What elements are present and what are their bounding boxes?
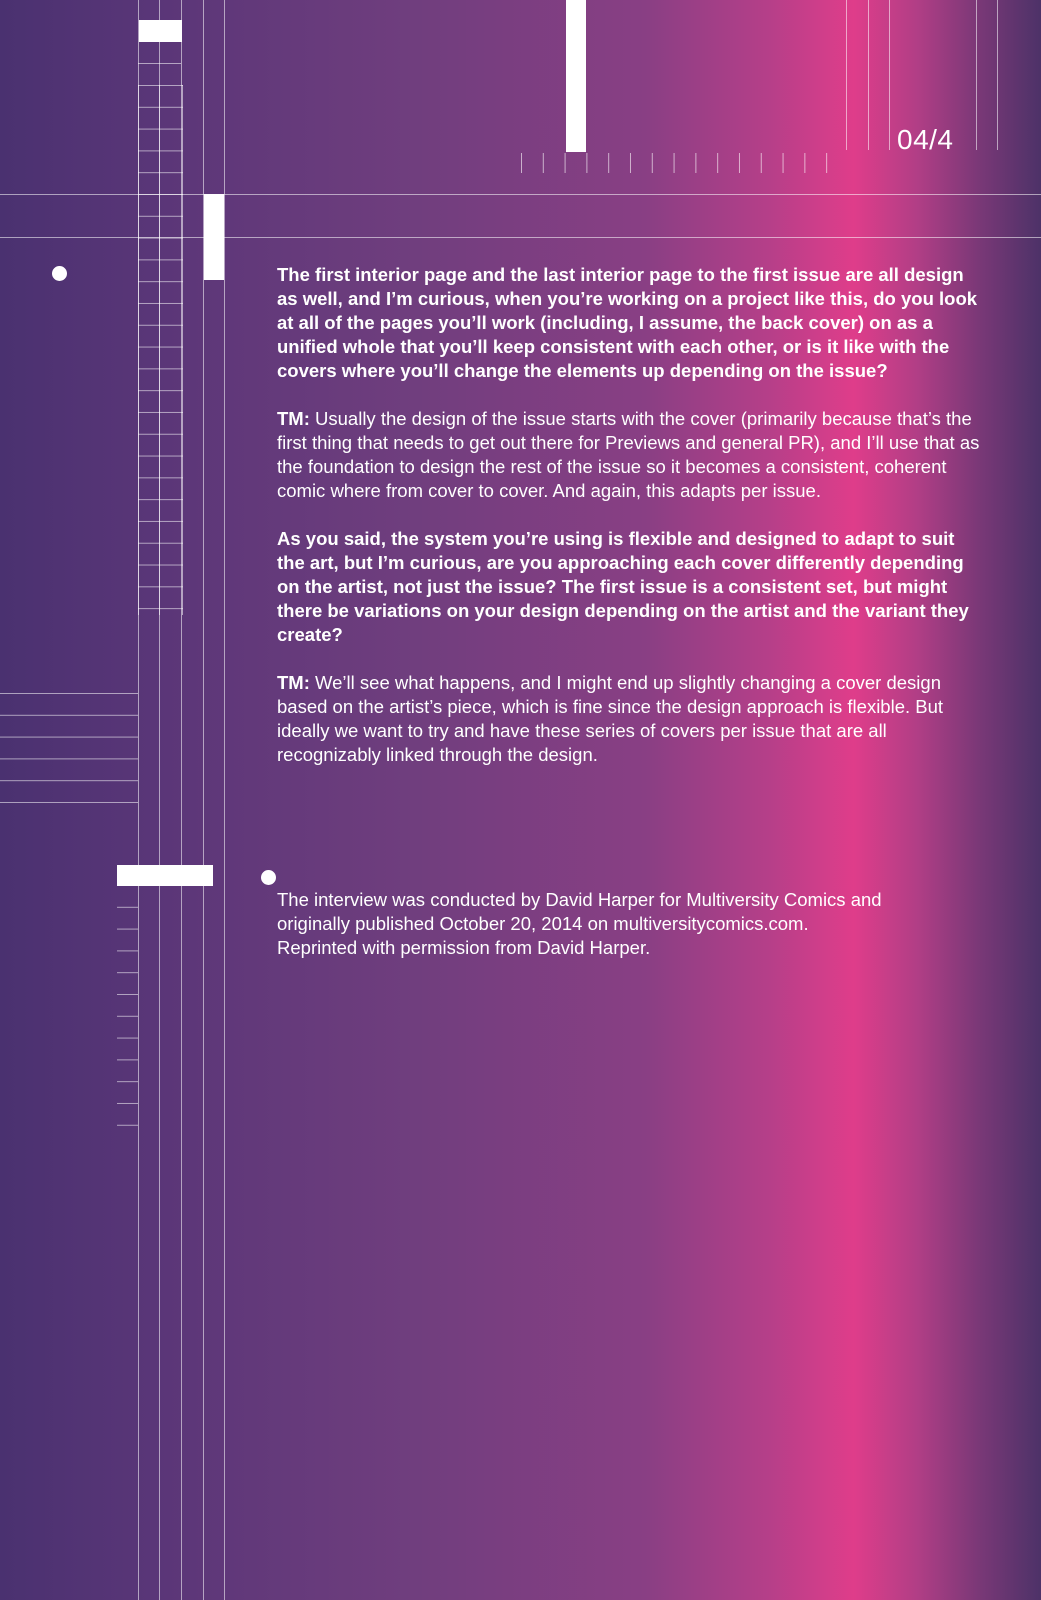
answer-text: We’ll see what happens, and I might end up slightly changing a cover design based on the artist’s piece, which is fine since the design approach is flexible. But ideally we want to try and have these series of covers per issue that are all recognizably linked through the design. [277,672,944,765]
frame-vertical-line [976,0,977,150]
speaker-label: TM: [277,408,310,429]
credit-line: originally published October 20, 2014 on multiversitycomics.com. [277,913,809,934]
interview-answer [277,671,987,767]
frame-horizontal-line [138,63,181,64]
credit-line: The interview was conducted by David Harper for Multiversity Comics and [277,889,882,910]
page-number: 04/4 [897,124,954,155]
bullet-dot [52,266,67,281]
interview-credit [277,888,987,960]
bullet-dot [261,870,276,885]
frame-vertical-line [846,0,847,150]
interview-question: As you said, the system you’re using is flexible and designed to adapt to suit the art, but I’m curious, are you approaching each cover differently depending on the artist, not just the issue? The first issue is a consistent set, but might there be variations on your design depending on the artist and the variant they create? [277,528,969,645]
white-bar [139,20,182,42]
credit-line: Reprinted with permission from David Harper. [277,937,651,958]
decorative-left-lines [0,693,138,823]
frame-vertical-line [997,0,998,150]
white-bar [204,194,224,280]
interview-content [277,263,987,791]
interview-answer [277,407,987,503]
decorative-grid-column [138,85,183,615]
frame-vertical-line [889,0,890,150]
white-bar [566,0,586,152]
answer-text: Usually the design of the issue starts with the cover (primarily because that’s the first thing that needs to get out there for Previews and general PR), and I’ll use that as the foundation to design the rest of the issue so it becomes a consistent, coherent comic where from cover to cover. And again, this adapts per issue. [277,408,980,501]
frame-vertical-line [868,0,869,150]
decorative-tick-marks [521,153,831,173]
decorative-lower-ticks [117,885,138,1130]
speaker-label: TM: [277,672,310,693]
interview-question: The first interior page and the last interior page to the first issue are all design as well, and I’m curious, when you’re working on a project like this, do you look at all of the pages you’ll work (including, I assume, the back cover) on as a unified whole that you’ll keep consistent with each other, or is it like with the covers where you’ll change the elements up depending on the issue? [277,264,978,381]
frame-vertical-line [224,0,225,1600]
white-bar [117,865,213,886]
